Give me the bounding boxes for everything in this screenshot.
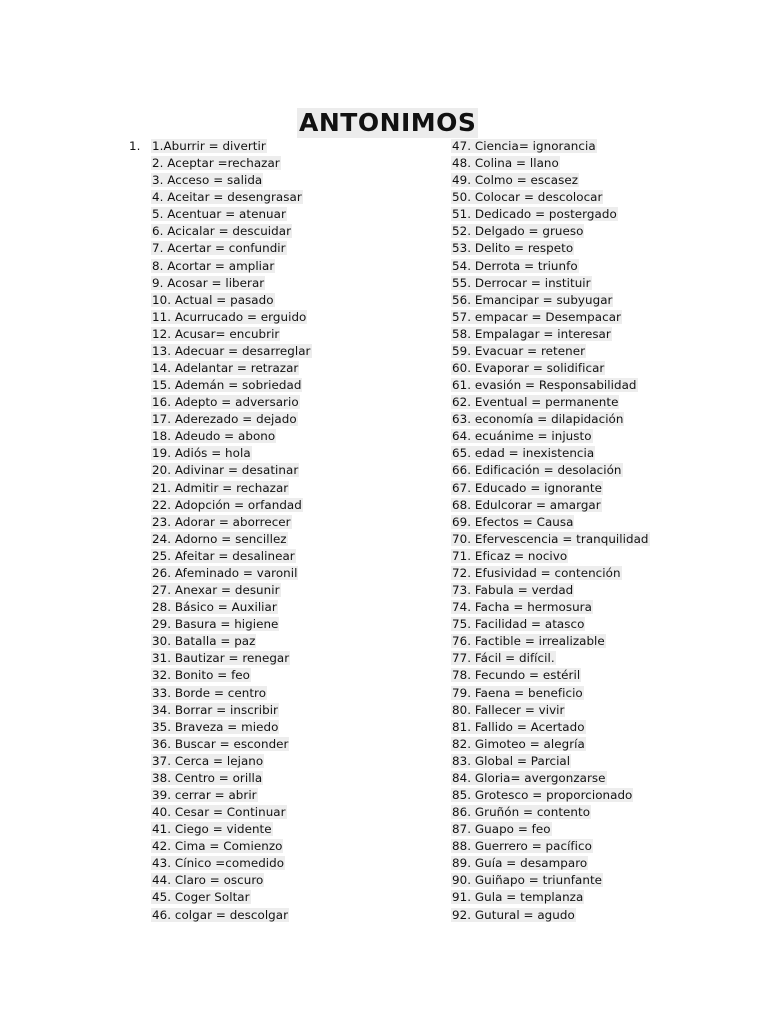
list-item-text: 47. Ciencia= ignorancia (452, 139, 596, 153)
list-item-text: 72. Efusividad = contención (452, 565, 621, 580)
list-item-text: 27. Anexar = desunir (152, 583, 280, 598)
list-item-text: 17. Aderezado = dejado (152, 412, 297, 427)
list-item (451, 394, 650, 411)
list-item (151, 616, 312, 633)
list-item (151, 223, 312, 240)
list-item-text: 84. Gloria= avergonzarse (452, 770, 606, 785)
list-item (151, 480, 312, 497)
list-item-text: 37. Cerca = lejano (152, 753, 264, 768)
list-item (451, 309, 650, 326)
list-item-text: 82. Gimoteo = alegría (452, 736, 585, 751)
list-item (451, 667, 650, 684)
list-item-text: 39. cerrar = abrir (152, 787, 257, 802)
list-item-text: 1.Aburrir = divertir (152, 139, 266, 153)
list-item-text: 62. Eventual = permanente (452, 395, 619, 410)
list-item-text: 10. Actual = pasado (152, 292, 274, 307)
list-item-text: 80. Fallecer = vivir (452, 702, 565, 717)
list-item (151, 428, 312, 445)
list-item (451, 411, 650, 428)
list-item-text: 29. Basura = higiene (152, 617, 279, 632)
list-item (151, 599, 312, 616)
list-item (151, 206, 312, 223)
list-item-text: 21. Admitir = rechazar (152, 480, 289, 495)
list-item-text: 55. Derrocar = instituir (452, 275, 591, 290)
list-item-text: 23. Adorar = aborrecer (152, 514, 291, 529)
list-item (451, 155, 650, 172)
list-item (151, 155, 312, 172)
list-item-text: 28. Básico = Auxiliar (152, 600, 277, 615)
list-item-text: 7. Acertar = confundir (152, 241, 286, 256)
list-item-text: 40. Cesar = Continuar (152, 805, 286, 820)
list-item (151, 907, 312, 924)
list-item-text: 66. Edificación = desolación (452, 463, 622, 478)
list-item (451, 702, 650, 719)
list-item (451, 599, 650, 616)
list-item-text: 51. Dedicado = postergado (452, 207, 617, 222)
list-item (151, 770, 312, 787)
list-item-text: 24. Adorno = sencillez (152, 531, 287, 546)
list-item (151, 685, 312, 702)
list-item (151, 411, 312, 428)
list-item-text: 41. Ciego = vidente (152, 822, 272, 837)
list-item-text: 61. evasión = Responsabilidad (452, 378, 637, 393)
list-item (151, 838, 312, 855)
antonym-list-left-column (151, 138, 312, 924)
list-item (451, 804, 650, 821)
list-item-text: 2. Aceptar =rechazar (152, 156, 280, 171)
list-item (151, 804, 312, 821)
list-item-text: 75. Facilidad = atasco (452, 617, 585, 632)
list-item (151, 787, 312, 804)
list-item-text: 54. Derrota = triunfo (452, 258, 578, 273)
list-item (151, 445, 312, 462)
list-item (151, 667, 312, 684)
list-item (151, 189, 312, 206)
list-item (451, 633, 650, 650)
list-item (151, 172, 312, 189)
list-item (451, 172, 650, 189)
list-item (151, 343, 312, 360)
list-item (151, 138, 312, 155)
list-item (151, 548, 312, 565)
list-item (151, 702, 312, 719)
list-item-text: 8. Acortar = ampliar (152, 258, 275, 273)
list-item (451, 206, 650, 223)
list-item (151, 889, 312, 906)
list-item (151, 736, 312, 753)
list-item-text: 83. Global = Parcial (452, 753, 571, 768)
list-item-text: 71. Eficaz = nocivo (452, 548, 568, 563)
list-item-text: 77. Fácil = difícil. (452, 651, 555, 666)
list-item (151, 360, 312, 377)
list-item-text: 85. Grotesco = proporcionado (452, 787, 633, 802)
list-item-text: 38. Centro = orilla (152, 770, 263, 785)
list-item-text: 32. Bonito = feo (152, 668, 250, 683)
list-item (151, 258, 312, 275)
list-item-text: 5. Acentuar = atenuar (152, 207, 286, 222)
list-item-text: 90. Guiñapo = triunfante (452, 873, 603, 888)
list-item (151, 377, 312, 394)
list-item (151, 650, 312, 667)
list-item (151, 872, 312, 889)
list-item-text: 22. Adopción = orfandad (152, 497, 302, 512)
list-item (151, 394, 312, 411)
list-item-text: 26. Afeminado = varonil (152, 565, 298, 580)
list-item-text: 58. Empalagar = interesar (452, 326, 611, 341)
list-item-text: 34. Borrar = inscribir (152, 702, 278, 717)
list-item-text: 60. Evaporar = solidificar (452, 361, 605, 376)
list-item (451, 565, 650, 582)
list-item (451, 872, 650, 889)
list-item-text: 49. Colmo = escasez (452, 173, 578, 188)
list-item-text: 15. Ademán = sobriedad (152, 378, 302, 393)
list-item-text: 6. Acicalar = descuidar (152, 224, 292, 239)
list-item-text: 74. Facha = hermosura (452, 600, 592, 615)
list-item (451, 189, 650, 206)
list-item-text: 73. Fabula = verdad (452, 583, 574, 598)
list-item-text: 25. Afeitar = desalinear (152, 548, 295, 563)
list-item (151, 240, 312, 257)
list-item-text: 59. Evacuar = retener (452, 343, 586, 358)
list-item-text: 9. Acosar = liberar (152, 275, 265, 290)
list-item (451, 428, 650, 445)
list-item-text: 91. Gula = templanza (452, 890, 584, 905)
list-item-text: 70. Efervescencia = tranquilidad (452, 531, 649, 546)
list-item (151, 326, 312, 343)
list-item-text: 3. Acceso = salida (152, 173, 263, 188)
list-item (451, 445, 650, 462)
list-item-text: 31. Bautizar = renegar (152, 651, 290, 666)
list-item-text: 43. Cínico =comedido (152, 856, 285, 871)
list-item (451, 889, 650, 906)
list-item (151, 633, 312, 650)
list-item-text: 65. edad = inexistencia (452, 446, 595, 461)
list-item-text: 4. Aceitar = desengrasar (152, 190, 302, 205)
list-item-text: 42. Cima = Comienzo (152, 839, 283, 854)
list-item (451, 907, 650, 924)
antonym-list-right-column (451, 138, 650, 924)
list-item (151, 497, 312, 514)
list-item-text: 53. Delito = respeto (452, 241, 574, 256)
list-item (151, 753, 312, 770)
list-item (151, 855, 312, 872)
list-item-text: 19. Adiós = hola (152, 446, 251, 461)
list-item (451, 480, 650, 497)
list-item (451, 753, 650, 770)
list-item (451, 719, 650, 736)
list-item-text: 48. Colina = llano (452, 156, 559, 171)
list-item (151, 821, 312, 838)
list-item (451, 838, 650, 855)
list-item (151, 275, 312, 292)
list-item-text: 67. Educado = ignorante (452, 480, 602, 495)
list-item-text: 36. Buscar = esconder (152, 736, 289, 751)
list-item (151, 292, 312, 309)
list-item (151, 565, 312, 582)
list-item (451, 258, 650, 275)
page-title: ANTONIMOS (299, 107, 477, 137)
list-item-text: 76. Factible = irrealizable (452, 634, 605, 649)
list-item (451, 582, 650, 599)
list-item-text: 52. Delgado = grueso (452, 224, 584, 239)
list-item-text: 79. Faena = beneficio (452, 685, 583, 700)
list-item (451, 292, 650, 309)
list-item-text: 20. Adivinar = desatinar (152, 463, 299, 478)
list-item (451, 650, 650, 667)
list-item (451, 462, 650, 479)
list-item-text: 57. empacar = Desempacar (452, 309, 621, 324)
list-item-text: 88. Guerrero = pacífico (452, 839, 592, 854)
list-item (451, 138, 650, 155)
list-item (451, 377, 650, 394)
list-item (451, 223, 650, 240)
list-item (151, 462, 312, 479)
list-item (451, 770, 650, 787)
list-item-text: 18. Adeudo = abono (152, 429, 276, 444)
list-item (451, 240, 650, 257)
list-item-text: 45. Coger Soltar (152, 890, 250, 905)
list-item (451, 787, 650, 804)
list-item-text: 89. Guía = desamparo (452, 856, 588, 871)
list-item-text: 64. ecuánime = injusto (452, 429, 592, 444)
list-item-text: 16. Adepto = adversario (152, 395, 299, 410)
list-item-text: 69. Efectos = Causa (452, 514, 574, 529)
list-item (451, 531, 650, 548)
list-item-text: 14. Adelantar = retrazar (152, 361, 299, 376)
list-item (451, 855, 650, 872)
list-item (451, 736, 650, 753)
list-item-text: 86. Gruñón = contento (452, 805, 591, 820)
list-item-text: 44. Claro = oscuro (152, 873, 264, 888)
list-item (151, 719, 312, 736)
list-item (451, 275, 650, 292)
list-item (151, 514, 312, 531)
list-item-text: 56. Emancipar = subyugar (452, 292, 613, 307)
list-item (451, 548, 650, 565)
list-item-text: 12. Acusar= encubrir (152, 326, 280, 341)
list-item (151, 531, 312, 548)
list-item-text: 87. Guapo = feo (452, 822, 551, 837)
list-item (451, 685, 650, 702)
list-item (451, 821, 650, 838)
list-item-text: 46. colgar = descolgar (152, 907, 289, 922)
list-item (451, 514, 650, 531)
list-item-text: 81. Fallido = Acertado (452, 719, 585, 734)
list-item-text: 68. Edulcorar = amargar (452, 497, 601, 512)
list-item-text: 33. Borde = centro (152, 685, 267, 700)
outer-list-number: 1. (129, 139, 141, 153)
list-item-text: 11. Acurrucado = erguido (152, 309, 307, 324)
list-item (451, 616, 650, 633)
list-item-text: 50. Colocar = descolocar (452, 190, 603, 205)
list-item (451, 343, 650, 360)
list-item (151, 582, 312, 599)
list-item (151, 309, 312, 326)
list-item (451, 360, 650, 377)
list-item (451, 497, 650, 514)
list-item-text: 63. economía = dilapidación (452, 412, 624, 427)
list-item-text: 78. Fecundo = estéril (452, 668, 581, 683)
list-item-text: 13. Adecuar = desarreglar (152, 343, 311, 358)
list-item (451, 326, 650, 343)
list-item-text: 35. Braveza = miedo (152, 719, 279, 734)
list-item-text: 30. Batalla = paz (152, 634, 256, 649)
list-item-text: 92. Gutural = agudo (452, 907, 575, 922)
